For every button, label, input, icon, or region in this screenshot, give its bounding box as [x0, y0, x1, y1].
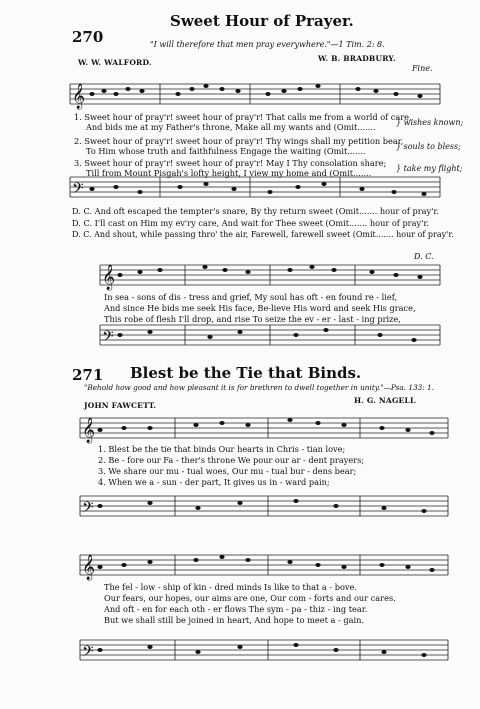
verse-line: And bids me at my Father's throne, Make all my wants and (Omit....... [86, 122, 376, 132]
staff-271-treble-2 [80, 555, 448, 575]
svg-text:𝄢: 𝄢 [72, 180, 84, 201]
words-author: JOHN FAWCETT. [84, 401, 157, 410]
hymn-number: 271 [72, 366, 104, 384]
staff-270-bass-2 [100, 325, 440, 345]
verse-line: 2. Sweet hour of pray'r! sweet hour of pray'r! Thy wings shall my petition bear, [74, 136, 404, 146]
svg-text:𝄞: 𝄞 [82, 418, 96, 443]
lyric-line: 2. Be - fore our Fa - ther's throne We pour our ar - dent prayers; [98, 455, 365, 465]
svg-text:𝄞: 𝄞 [82, 555, 96, 580]
staff-270-bass-1 [70, 177, 440, 197]
dc-line: D. C. I'll cast on Him my ev'ry care, And wait for Thee sweet (Omit....... hour of pray'r. [72, 218, 429, 228]
words-author: W. W. WALFORD. [78, 58, 152, 67]
hymn-epigraph: "Behold how good and how pleasant it is for brethren to dwell together in unity."—Psa. 133: 1. [84, 383, 434, 392]
music-composer: H. G. NAGELI. [354, 396, 417, 405]
verse-line: 1. Sweet hour of pray'r! sweet hour of pray'r! That calls me from a world of care, [74, 112, 412, 122]
lyric-line: This robe of flesh I'll drop, and rise To seize the ev - er - last - ing prize, [104, 314, 401, 324]
dc-line: D. C. And shout, while passing thro' the air, Farewell, farewell sweet (Omit....... hour of pray'r. [72, 230, 454, 239]
verse-line: 3. Sweet hour of pray'r! sweet hour of pray'r! May I Thy consolation share; [74, 158, 387, 168]
lyric-line: 1. Blest be the tie that binds Our hearts in Chris - tian love; [98, 444, 346, 454]
lyric-line: In sea - sons of dis - tress and grief, My soul has oft - en found re - lief, [104, 292, 398, 302]
lyric-line: And oft - en for each oth - er flows The sym - pa - thiz - ing tear. [104, 604, 368, 614]
hymn-number: 270 [72, 28, 104, 46]
fine-marking: Fine. [412, 64, 433, 73]
dc-line: D. C. And oft escaped the tempter's snare, By thy return sweet (Omit....... hour of pray'r. [72, 206, 439, 216]
staff-271-bass-2 [80, 640, 448, 660]
verse-end: } wishes known; [396, 118, 464, 127]
svg-text:𝄞: 𝄞 [72, 84, 86, 109]
music-composer: W. B. BRADBURY. [318, 54, 396, 63]
dc-marking: D. C. [414, 252, 434, 261]
verse-line: To Him whose truth and faithfulness Engage the waiting (Omit....... [86, 146, 366, 156]
verse-end: } take my flight; [396, 164, 463, 173]
staff-270-treble-2 [100, 265, 440, 285]
lyric-line: The fel - low - ship of kin - dred minds Is like to that a - bove. [104, 582, 357, 592]
hymn-title: Sweet Hour of Prayer. [170, 12, 354, 30]
lyric-line: 4. When we a - sun - der part, It gives us in - ward pain; [98, 477, 330, 487]
hymn-title: Blest be the Tie that Binds. [130, 364, 362, 382]
lyric-line: But we shall still be joined in heart, And hope to meet a - gain. [104, 615, 364, 625]
svg-text:𝄢: 𝄢 [102, 328, 114, 349]
lyric-line: Our fears, our hopes, our aims are one, Our com - forts and our cares. [104, 593, 396, 603]
verse-end: } souls to bless; [396, 142, 461, 151]
svg-text:𝄞: 𝄞 [102, 265, 116, 290]
svg-text:𝄢: 𝄢 [82, 499, 94, 520]
lyric-line: 3. We share our mu - tual woes, Our mu - tual bur - dens bear; [98, 466, 357, 476]
verse-line: Till from Mount Pisgah's lofty height, I view my home and (Omit....... [86, 168, 372, 178]
svg-text:𝄢: 𝄢 [82, 643, 94, 664]
staff-271-treble-1 [80, 418, 448, 438]
lyric-line: And since He bids me seek His face, Be-lieve His word and seek His grace, [104, 303, 416, 313]
staff-270-treble-1 [70, 84, 440, 104]
hymn-epigraph: "I will therefore that men pray everywhere."—1 Tim. 2: 8. [150, 40, 385, 49]
staff-271-bass-1 [80, 496, 448, 516]
